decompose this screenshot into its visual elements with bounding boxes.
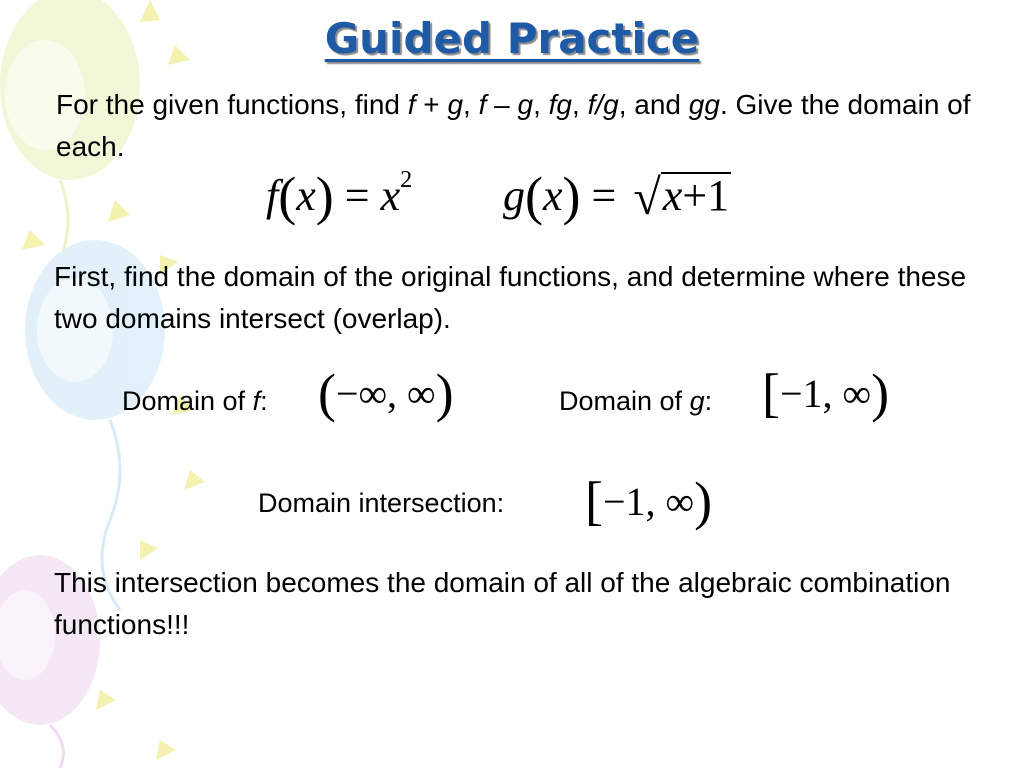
radical-sign: √ bbox=[633, 169, 661, 225]
intro-f-over-g: f/g bbox=[587, 89, 619, 120]
intro-f-var: f bbox=[407, 89, 416, 120]
radicand-constant: 1 bbox=[707, 171, 730, 220]
domain-g-prefix: Domain of bbox=[559, 386, 690, 416]
close-paren: ) bbox=[871, 363, 890, 423]
intro-gg: gg bbox=[688, 89, 720, 120]
f-variable: x bbox=[296, 171, 316, 220]
g-variable: x bbox=[542, 171, 563, 220]
equals-sign: = bbox=[591, 171, 617, 220]
intersection-interval-value: −1, ∞ bbox=[602, 479, 695, 524]
intro-give-domain: . Give the domain of each. bbox=[56, 89, 971, 162]
domain-f-label bbox=[122, 386, 268, 417]
equals-sign: = bbox=[344, 171, 370, 220]
radicand-plus: + bbox=[682, 171, 708, 220]
f-rhs-base: x bbox=[380, 171, 401, 220]
intersection-label: Domain intersection: bbox=[258, 488, 505, 518]
intro-minus: – bbox=[486, 89, 518, 120]
domain-g-interval-value: −1, ∞ bbox=[779, 371, 872, 416]
close-paren: ) bbox=[435, 363, 454, 423]
intro-comma: , bbox=[533, 89, 549, 120]
radicand-variable: x bbox=[662, 171, 683, 220]
domain-f-interval bbox=[318, 362, 454, 424]
close-paren: ) bbox=[315, 166, 334, 226]
function-f-definition bbox=[266, 165, 412, 227]
close-paren: ) bbox=[562, 166, 581, 226]
domain-f-var: f bbox=[252, 386, 261, 416]
open-bracket: [ bbox=[585, 471, 603, 531]
intro-text: For the given functions, find bbox=[56, 89, 408, 120]
intro-and: , and bbox=[618, 89, 689, 120]
g-name: g bbox=[503, 171, 525, 220]
conclusion-paragraph: This intersection becomes the domain of all of the algebraic combination functions!!! bbox=[54, 567, 951, 640]
domain-g-interval bbox=[762, 362, 889, 424]
open-paren: ( bbox=[318, 363, 336, 423]
domain-f-prefix: Domain of bbox=[122, 386, 253, 416]
close-paren: ) bbox=[694, 471, 713, 531]
f-name: f bbox=[266, 171, 279, 220]
function-g-definition bbox=[503, 165, 731, 227]
square-root bbox=[627, 168, 731, 226]
domain-g-colon: : bbox=[704, 386, 713, 416]
open-paren: ( bbox=[278, 166, 297, 226]
domain-g-var: g bbox=[689, 386, 705, 416]
domain-g-label bbox=[559, 386, 712, 417]
intersection-interval bbox=[585, 470, 712, 532]
slide-title: Guided Practice bbox=[324, 14, 700, 63]
f-rhs-exponent: 2 bbox=[400, 166, 413, 194]
radicand bbox=[661, 172, 731, 218]
intro-f-var: f bbox=[478, 89, 487, 120]
intro-g-var: g bbox=[447, 89, 464, 120]
intro-comma: , bbox=[572, 89, 588, 120]
domain-f-colon: : bbox=[260, 386, 268, 416]
intro-fg: fg bbox=[548, 89, 573, 120]
intro-plus: + bbox=[415, 89, 448, 120]
intro-paragraph bbox=[56, 84, 986, 168]
open-bracket: [ bbox=[762, 363, 780, 423]
step1-paragraph: First, find the domain of the original functions, and determine where these two domains intersect (overlap). bbox=[54, 261, 967, 334]
domain-f-interval-value: −∞, ∞ bbox=[335, 371, 436, 416]
intro-g-var: g bbox=[517, 89, 534, 120]
open-paren: ( bbox=[525, 166, 543, 226]
intro-comma: , bbox=[463, 89, 479, 120]
